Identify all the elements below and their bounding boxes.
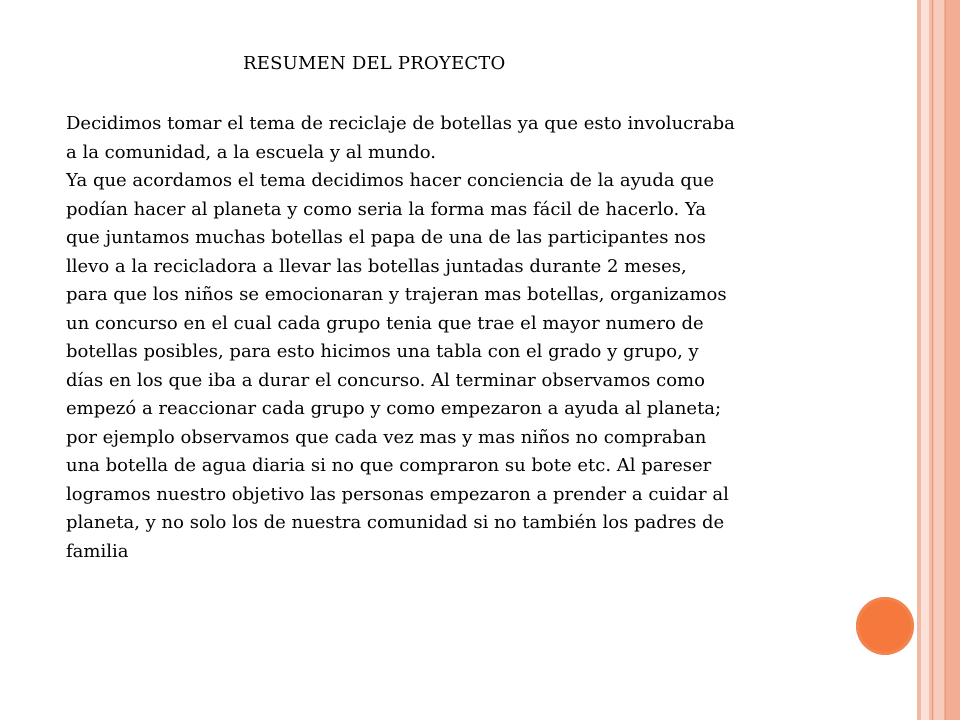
decorative-stripe [944,0,960,720]
paragraph-line: que juntamos muchas botellas el papa de una de las participantes nos [66,227,706,248]
paragraph-line: empezó a reaccionar cada grupo y como empezaron a ayuda al planeta; [66,398,722,419]
paragraph-line: una botella de agua diaria si no que compraron su bote etc. Al pareser [66,455,712,476]
body-paragraph [66,110,866,566]
paragraph-line: llevo a la recicladora a llevar las botellas juntadas durante 2 meses, [66,255,687,277]
decorative-circle [856,597,914,655]
paragraph-line: días en los que iba a durar el concurso. Al terminar observamos como [66,369,705,391]
slide-title: RESUMEN DEL PROYECTO [243,53,506,74]
paragraph-line: logramos nuestro objetivo las personas empezaron a prender a cuidar al [66,483,729,505]
decorative-stripe-line [932,0,933,720]
decorative-stripe [934,0,944,720]
paragraph-line: botellas posibles, para esto hicimos una tabla con el grado y grupo, y [66,341,699,362]
paragraph-line: Decidimos tomar el tema de reciclaje de botellas ya que esto involucraba [66,113,735,134]
paragraph-line: para que los niños se emocionaran y trajeran mas botellas, organizamos [66,284,727,305]
paragraph-line: familia [66,540,129,562]
paragraph-line: Ya que acordamos el tema decidimos hacer conciencia de la ayuda que [66,170,715,191]
paragraph-line: a la comunidad, a la escuela y al mundo. [66,141,437,163]
paragraph-line: por ejemplo observamos que cada vez mas y mas niños no compraban [66,426,707,448]
decorative-stripe [921,0,929,720]
decorative-stripe-line [945,0,946,720]
paragraph-line: podían hacer al planeta y como seria la forma mas fácil de hacerlo. Ya [66,198,707,220]
paragraph-line: planeta, y no solo los de nuestra comunidad si no también los padres de [66,512,725,533]
paragraph-line: un concurso en el cual cada grupo tenia que trae el mayor numero de [66,312,704,334]
